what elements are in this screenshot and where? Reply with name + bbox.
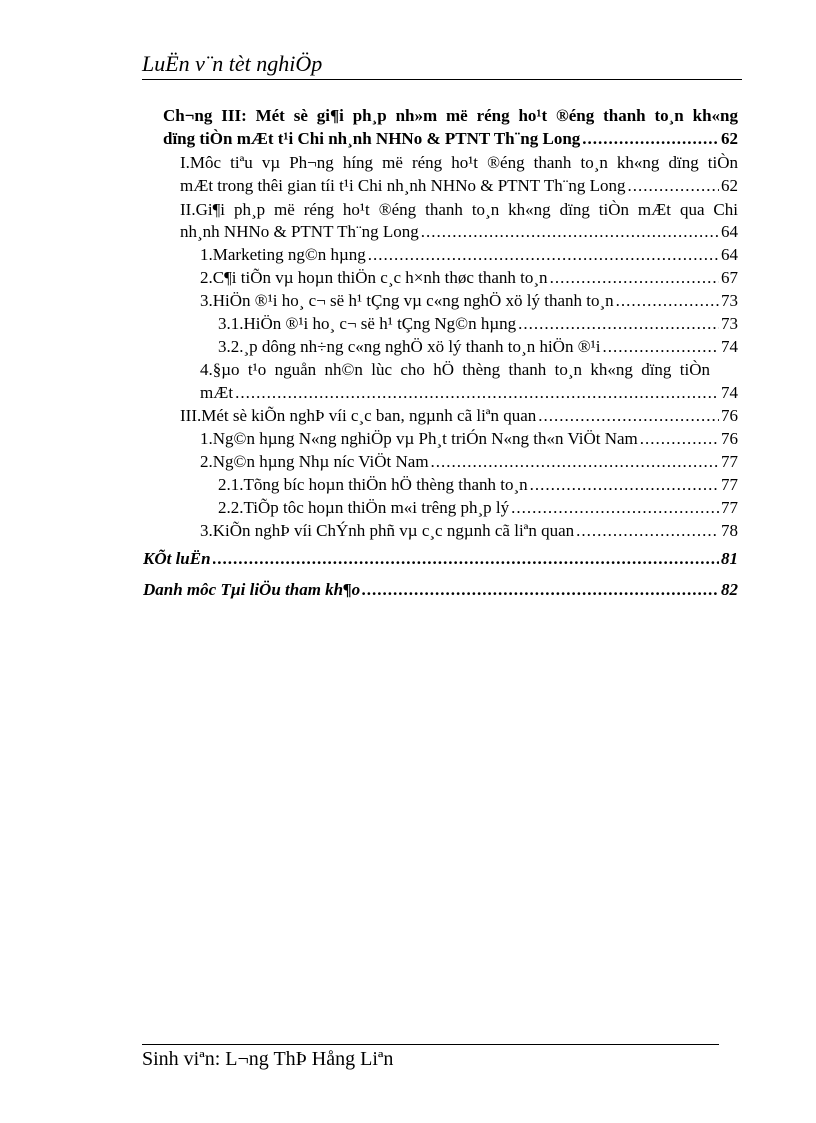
- toc-item-3-2-1[interactable]: [218, 473, 738, 497]
- toc-page-number: 82: [721, 580, 738, 599]
- dot-leader: [362, 578, 719, 602]
- toc-page-number: 73: [721, 291, 738, 310]
- toc-chapter-3-line1: [163, 104, 738, 128]
- dot-leader: [628, 174, 719, 198]
- dot-leader: [235, 381, 719, 405]
- toc-section-3[interactable]: [180, 404, 738, 428]
- toc-chapter-3-line2[interactable]: [163, 127, 738, 151]
- toc-item-title: 1.Marketing ng©n hµng: [200, 245, 366, 264]
- toc-page-number: 74: [721, 383, 738, 402]
- toc-item-2-3-1[interactable]: [218, 312, 738, 336]
- toc-conclusion[interactable]: [143, 547, 738, 571]
- dot-leader: [421, 220, 719, 244]
- dot-leader: [511, 496, 719, 520]
- toc-page-number: 74: [721, 337, 738, 356]
- toc-page-number: 73: [721, 314, 738, 333]
- dot-leader: [550, 266, 719, 290]
- toc-item-2-4-line1: [200, 358, 710, 382]
- toc-section-2-title-part1: II.Gi¶i ph¸p më réng ho¹t ®éng thanh to¸n kh«ng dïng tiÒn mÆt qua Chi: [180, 200, 738, 219]
- dot-leader: [530, 473, 719, 497]
- toc-section-2-line1: [180, 198, 738, 222]
- toc-section-1-title-part1: I.Môc tiªu vµ Ph¬ng híng më réng ho¹t ®éng thanh to¸n kh«ng dïng tiÒn: [180, 153, 738, 172]
- toc-item-2-4-line2[interactable]: [200, 381, 738, 405]
- toc-item-title: 3.2.¸p dông nh÷ng c«ng nghÖ xö lý thanh to¸n hiÖn ®¹i: [218, 337, 601, 356]
- toc-chapter-3-title-part1: Ch¬ng III: Mét sè gi¶i ph¸p nh»m më réng ho¹t ®éng thanh to¸n kh«ng: [163, 106, 738, 125]
- toc-section-2-line2[interactable]: [180, 220, 738, 244]
- toc-page-number: 67: [721, 268, 738, 287]
- dot-leader: [616, 289, 719, 313]
- dot-leader: [640, 427, 719, 451]
- toc-section-title: III.Mét sè kiÕn nghÞ víi c¸c ban, ngµnh cã liªn quan: [180, 406, 537, 425]
- toc-references-title: Danh môc Tµi liÖu tham kh¶o: [143, 580, 361, 599]
- toc-item-title: 2.C¶i tiÕn vµ hoµn thiÖn c¸c h×nh thøc thanh to¸n: [200, 268, 548, 287]
- toc-page-number: 64: [721, 222, 738, 241]
- toc-page-number: 62: [721, 129, 738, 148]
- dot-leader: [602, 335, 719, 359]
- toc-item-2-3-2[interactable]: [218, 335, 738, 359]
- page-header-title: LuËn v¨n tèt nghiÖp: [142, 51, 323, 76]
- toc-section-1-title-part2: mÆt trong thêi gian tíi t¹i Chi nh¸nh NHNo & PTNT Th¨ng Long: [180, 176, 626, 195]
- toc-page-number: 78: [721, 521, 738, 540]
- footer-divider: [142, 1044, 719, 1045]
- dot-leader: [576, 519, 719, 543]
- toc-section-1-line1: [180, 151, 738, 175]
- toc-item-title: 3.KiÕn nghÞ víi ChÝnh phñ vµ c¸c ngµnh cã liªn quan: [200, 521, 575, 540]
- toc-page-number: 81: [721, 549, 738, 568]
- toc-item-title: 2.2.TiÕp tôc hoµn thiÖn m«i trêng ph¸p lý: [218, 498, 510, 517]
- toc-item-title: 1.Ng©n hµng N«ng nghiÖp vµ Ph¸t triÓn N«ng th«n ViÖt Nam: [200, 429, 638, 448]
- toc-page-number: 76: [721, 406, 738, 425]
- toc-item-2-1[interactable]: [200, 243, 738, 267]
- toc-item-title: 3.HiÖn ®¹i ho¸ c¬ së h¹ tÇng vµ c«ng nghÖ xö lý thanh to¸n: [200, 291, 614, 310]
- dot-leader: [368, 243, 719, 267]
- toc-page-number: 77: [721, 452, 738, 471]
- toc-page-number: 62: [721, 176, 738, 195]
- toc-page-number: 64: [721, 245, 738, 264]
- dot-leader: [538, 404, 719, 428]
- toc-item-3-2-2[interactable]: [218, 496, 738, 520]
- toc-item-title: 3.1.HiÖn ®¹i ho¸ c¬ së h¹ tÇng Ng©n hµng: [218, 314, 517, 333]
- toc-item-2-2[interactable]: [200, 266, 738, 290]
- toc-page-number: 77: [721, 475, 738, 494]
- toc-section-1-line2[interactable]: [180, 174, 738, 198]
- toc-references[interactable]: [143, 578, 738, 602]
- toc-chapter-3-title-part2: dïng tiÒn mÆt t¹i Chi nh¸nh NHNo & PTNT Th¨ng Long: [163, 129, 581, 148]
- dot-leader: [431, 450, 719, 474]
- toc-item-title: 2.1.Tõng bíc hoµn thiÖn hÖ thèng thanh to¸n: [218, 475, 528, 494]
- toc-conclusion-title: KÕt luËn: [143, 549, 211, 568]
- toc-item-3-2[interactable]: [200, 450, 738, 474]
- toc-item-3-1[interactable]: [200, 427, 738, 451]
- toc-section-2-title-part2: nh¸nh NHNo & PTNT Th¨ng Long: [180, 222, 419, 241]
- toc-item-2-3[interactable]: [200, 289, 738, 313]
- toc-item-title-part1: 4.§µo t¹o nguån nh©n lùc cho hÖ thèng thanh to¸n kh«ng dïng tiÒn: [200, 360, 710, 379]
- toc-item-title: 2.Ng©n hµng Nhµ níc ViÖt Nam: [200, 452, 429, 471]
- footer-student-name: Sinh viªn: L¬ng ThÞ Hång Liªn: [142, 1048, 394, 1070]
- dot-leader: [518, 312, 719, 336]
- toc-page-number: 77: [721, 498, 738, 517]
- toc-item-title-part2: mÆt: [200, 383, 234, 402]
- dot-leader: [582, 127, 719, 151]
- toc-item-3-3[interactable]: [200, 519, 738, 543]
- toc-page-number: 76: [721, 429, 738, 448]
- dot-leader: [213, 547, 719, 571]
